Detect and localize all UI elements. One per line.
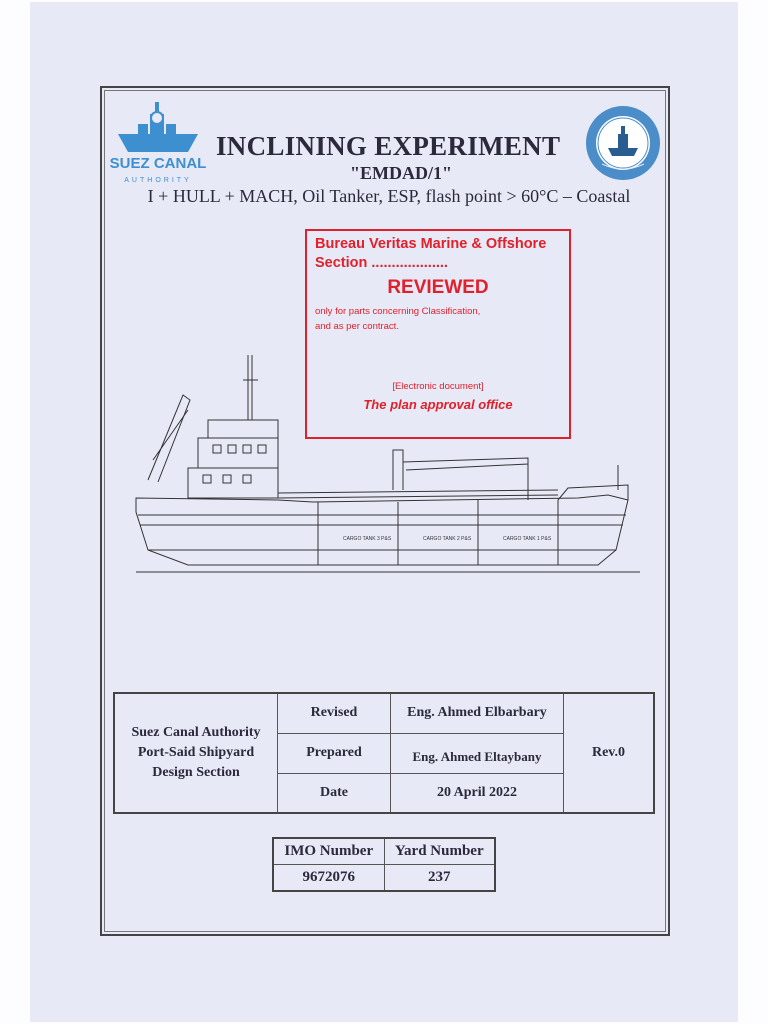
org-line2: Port-Said Shipyard <box>137 745 255 760</box>
class-notation: I + HULL + MACH, Oil Tanker, ESP, flash point > 60°C – Coastal <box>147 186 631 206</box>
date-label: Date <box>278 773 391 813</box>
prepared-by: Eng. Ahmed Eltaybany <box>391 733 564 773</box>
stamp-heading: Bureau Veritas Marine & Offshore Section ................... <box>315 236 547 271</box>
prepared-label: Prepared <box>278 733 391 773</box>
tank-label-2: CARGO TANK 2 P&S <box>423 536 472 542</box>
yard-label: Yard Number <box>384 838 495 865</box>
organization-cell <box>114 693 278 813</box>
logo-text: SUEZ CANAL <box>109 155 207 172</box>
imo-value: 9672076 <box>273 865 384 892</box>
tank-label-3: CARGO TANK 3 P&S <box>343 536 392 542</box>
ship-profile-drawing <box>128 350 648 585</box>
imo-label: IMO Number <box>273 838 384 865</box>
tank-label-1: CARGO TANK 1 P&S <box>503 536 552 542</box>
revised-label: Revised <box>278 693 391 733</box>
vessel-name: "EMDAD/1" <box>350 163 452 183</box>
stamp-note-line2: and as per contract. <box>315 321 399 332</box>
stamp-electronic: [Electronic document] <box>392 381 484 392</box>
stamp-note-line1: only for parts concerning Classification, <box>315 306 481 317</box>
revised-by: Eng. Ahmed Elbarbary <box>391 693 564 733</box>
logo-subtext: AUTHORITY <box>124 177 192 184</box>
signoff-table <box>113 692 655 814</box>
document-title: INCLINING EXPERIMENT <box>216 131 561 161</box>
org-line3: Design Section <box>152 765 240 780</box>
date-value: 20 April 2022 <box>391 773 564 813</box>
identification-table <box>272 837 496 892</box>
stamp-note <box>315 304 480 334</box>
org-line1: Suez Canal Authority <box>131 725 261 740</box>
yard-value: 237 <box>384 865 495 892</box>
stamp-office: The plan approval office <box>363 397 513 412</box>
stamp-status: REVIEWED <box>387 277 489 298</box>
revision-cell: Rev.0 <box>564 693 655 813</box>
